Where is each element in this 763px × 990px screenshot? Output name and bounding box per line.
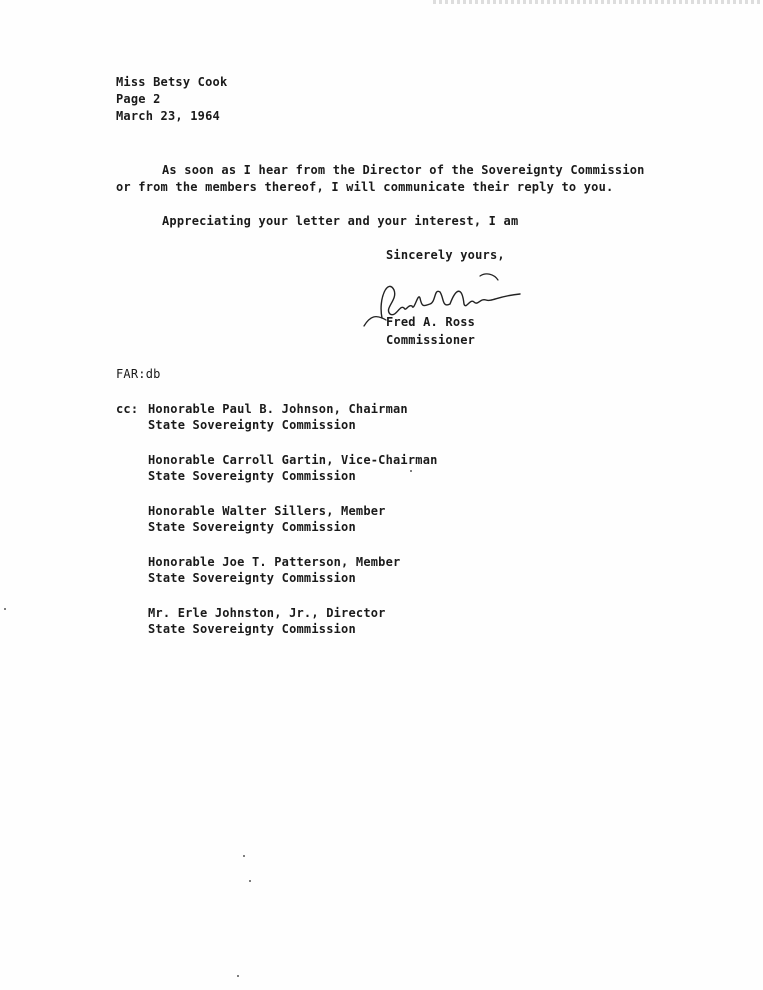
cc-recipient xyxy=(148,401,408,433)
scan-edge-artifact xyxy=(433,0,763,4)
cc-recipient-org: State Sovereignty Commission xyxy=(148,469,356,483)
cc-recipient xyxy=(148,554,400,586)
cc-recipient-name: Honorable Carroll Gartin, Vice-Chairman xyxy=(148,453,438,467)
cc-recipient-org: State Sovereignty Commission xyxy=(148,571,356,585)
cc-recipient xyxy=(148,503,386,535)
cc-recipient-org: State Sovereignty Commission xyxy=(148,622,356,636)
cc-recipient-name: Mr. Erle Johnston, Jr., Director xyxy=(148,606,386,620)
cc-recipient-name: Honorable Joe T. Patterson, Member xyxy=(148,555,401,569)
signer-name: Fred A. Ross xyxy=(386,315,476,329)
letter-date: March 23, 1964 xyxy=(116,109,220,123)
scan-speck xyxy=(4,608,6,610)
scan-speck xyxy=(243,855,245,857)
scan-speck xyxy=(237,975,239,977)
scan-speck xyxy=(249,880,251,882)
signer-title: Commissioner xyxy=(386,333,476,347)
cc-label: cc: xyxy=(116,402,139,416)
cc-recipient-org: State Sovereignty Commission xyxy=(148,418,356,432)
body-paragraph-2: Appreciating your letter and your interest, I am xyxy=(162,214,519,228)
recipient-name: Miss Betsy Cook xyxy=(116,75,228,89)
cc-recipient-name: Honorable Walter Sillers, Member xyxy=(148,504,386,518)
cc-recipient-org: State Sovereignty Commission xyxy=(148,520,356,534)
body-paragraph-1-line-1: As soon as I hear from the Director of the Sovereignty Commission xyxy=(162,163,645,177)
typist-initials: FAR:db xyxy=(116,367,161,381)
scan-speck xyxy=(410,470,412,472)
cc-recipient xyxy=(148,452,438,484)
body-paragraph-1-line-2: or from the members thereof, I will communicate their reply to you. xyxy=(116,180,614,194)
page-number: Page 2 xyxy=(116,92,161,106)
cc-recipient xyxy=(148,605,386,637)
closing-salutation: Sincerely yours, xyxy=(386,248,505,262)
cc-recipient-name: Honorable Paul B. Johnson, Chairman xyxy=(148,402,408,416)
